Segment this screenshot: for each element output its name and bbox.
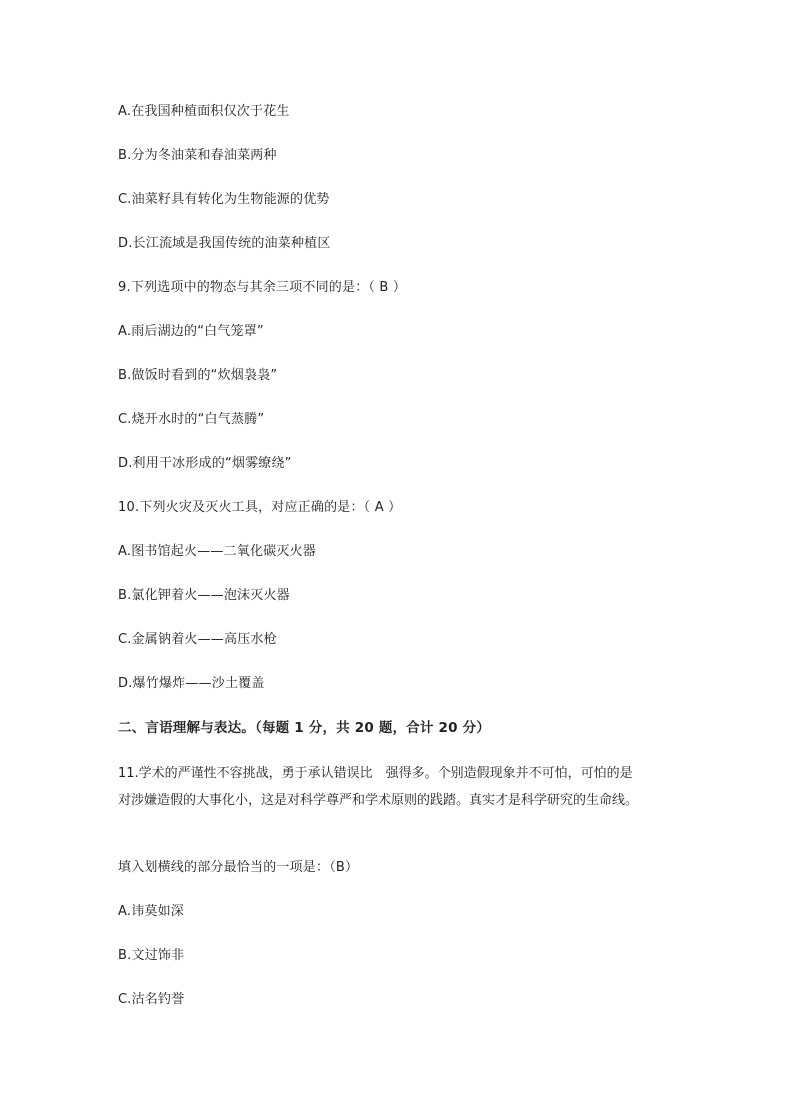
- option-10a: A.图书馆起火——二氧化碳灭火器: [118, 544, 316, 559]
- option-9b: B.做饭时看到的“炊烟袅袅”: [118, 368, 278, 383]
- question-10: 10.下列火灾及灭火工具，对应正确的是：（ A ）: [118, 500, 402, 515]
- option-8d: D.长江流域是我国传统的油菜种植区: [118, 236, 331, 251]
- option-9c: C.烧开水时的“白气蒸腾”: [118, 412, 265, 427]
- option-11a: A.讳莫如深: [118, 904, 184, 919]
- question-11-line-1: 11.学术的严谨性不容挑战，勇于承认错误比 强得多。个别造假现象并不可怕，可怕的是: [118, 766, 633, 781]
- section-heading: 二、言语理解与表达。（每题 1 分，共 20 题，合计 20 分）: [118, 720, 491, 736]
- option-8c: C.油菜籽具有转化为生物能源的优势: [118, 192, 330, 207]
- fill-prompt: 填入划横线的部分最恰当的一项是：（B）: [118, 860, 359, 875]
- option-11b: B.文过饰非: [118, 948, 185, 963]
- question-9: 9.下列选项中的物态与其余三项不同的是：（ B ）: [118, 280, 407, 295]
- option-9d: D.利用干冰形成的“烟雾缭绕”: [118, 456, 292, 471]
- question-11-line-2: 对涉嫌造假的大事化小，这是对科学尊严和学术原则的践踏。真实才是科学研究的生命线。: [118, 793, 639, 808]
- option-10c: C.金属钠着火——高压水枪: [118, 632, 277, 647]
- option-8b: B.分为冬油菜和春油菜两种: [118, 148, 277, 163]
- option-8a: A.在我国种植面积仅次于花生: [118, 104, 290, 119]
- option-11c: C.沽名钓誉: [118, 992, 185, 1007]
- option-10b: B.氯化钾着火——泡沫灭火器: [118, 588, 290, 603]
- question-11: [118, 760, 678, 814]
- option-10d: D.爆竹爆炸——沙土覆盖: [118, 676, 265, 691]
- option-9a: A.雨后湖边的“白气笼罩”: [118, 324, 264, 339]
